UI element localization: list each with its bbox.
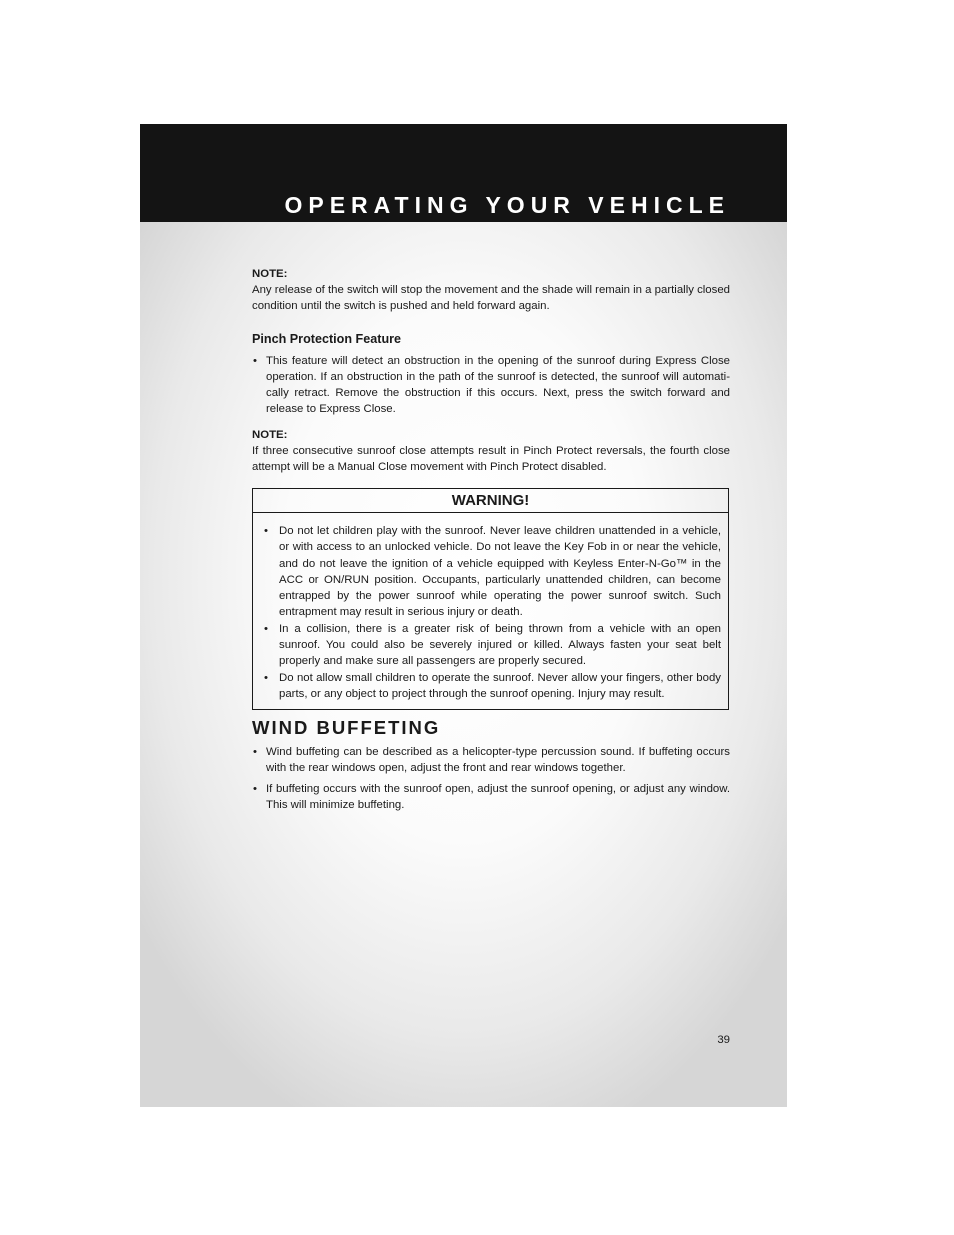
chapter-header [140, 124, 787, 222]
warning-body [253, 513, 728, 709]
list-item [263, 523, 721, 621]
pinch-protection-list [252, 353, 730, 417]
list-item-text: If buffeting occurs with the sunroof open, adjust the sunroof opening, or adjust any window. This will minimize buffeting. [266, 783, 730, 812]
list-item [252, 781, 730, 813]
note-text: If three consecutive sunroof close attempts result in Pinch Protect reversals, the fourth close attempt will be a Manual Close movement with Pinch Protect disabled. [252, 445, 730, 473]
bullet-icon: • [264, 671, 268, 684]
bullet-icon: • [253, 783, 257, 796]
note-label: NOTE: [252, 268, 288, 280]
list-item-text: Do not let children play with the sunroof. Never leave children unattended in a vehicle, or with access to an unlocked vehicle. Do not leave the Key Fob in or near the vehicle, and do not leave the ignition of a vehicle equipped with Keyless Enter-N-Go™ in the ACC or ON/RUN position. Occupants, particularly unattended children, can become entrapped by the power sunroof while operating the power sunroof switch. Such entrapment may result in serious injury or death. [279, 525, 721, 619]
list-item-text: Wind buffeting can be described as a helicopter-type percussion sound. If buffeting occurs with the rear windows open, adjust the front and rear windows together. [266, 746, 730, 775]
note-text: Any release of the switch will stop the movement and the shade will remain in a partially closed condition until the switch is pushed and held forward again. [252, 284, 731, 312]
chapter-title: OPERATING YOUR VEHICLE [284, 192, 730, 218]
list-item [252, 744, 730, 776]
list-item-text: This feature will detect an obstruction in the opening of the sunroof during Express Close operation. If an obstruction in the path of the sunroof is detected, the sunroof will automati-cally retract. Remove the obstruction if this occurs. Next, press the switch forward and release to Express Close. [266, 355, 730, 415]
bullet-icon: • [253, 746, 257, 759]
page-content [252, 266, 730, 818]
bullet-icon: • [253, 355, 257, 367]
list-item [263, 621, 721, 670]
note-block [252, 427, 730, 475]
bullet-icon: • [264, 622, 268, 635]
note-block [252, 266, 730, 314]
warning-list [263, 523, 721, 702]
warning-title: WARNING! [253, 489, 728, 513]
page-number: 39 [717, 1034, 730, 1046]
note-label: NOTE: [252, 429, 288, 441]
wind-buffeting-heading: WIND BUFFETING [252, 717, 441, 739]
pinch-protection-heading: Pinch Protection Feature [252, 332, 402, 346]
list-item-text: In a collision, there is a greater risk of being thrown from a vehicle with an open sunroof. You could also be severely injured or killed. Always fasten your seat belt properly and make sure all passengers are properly secured. [279, 622, 721, 668]
list-item [263, 670, 721, 703]
list-item-text: Do not allow small children to operate the sunroof. Never allow your fingers, other body parts, or any object to project through the sunroof opening. Injury may result. [279, 671, 721, 700]
warning-box [252, 488, 729, 710]
wind-buffeting-list [252, 744, 730, 813]
bullet-icon: • [264, 525, 268, 537]
list-item [252, 353, 730, 417]
